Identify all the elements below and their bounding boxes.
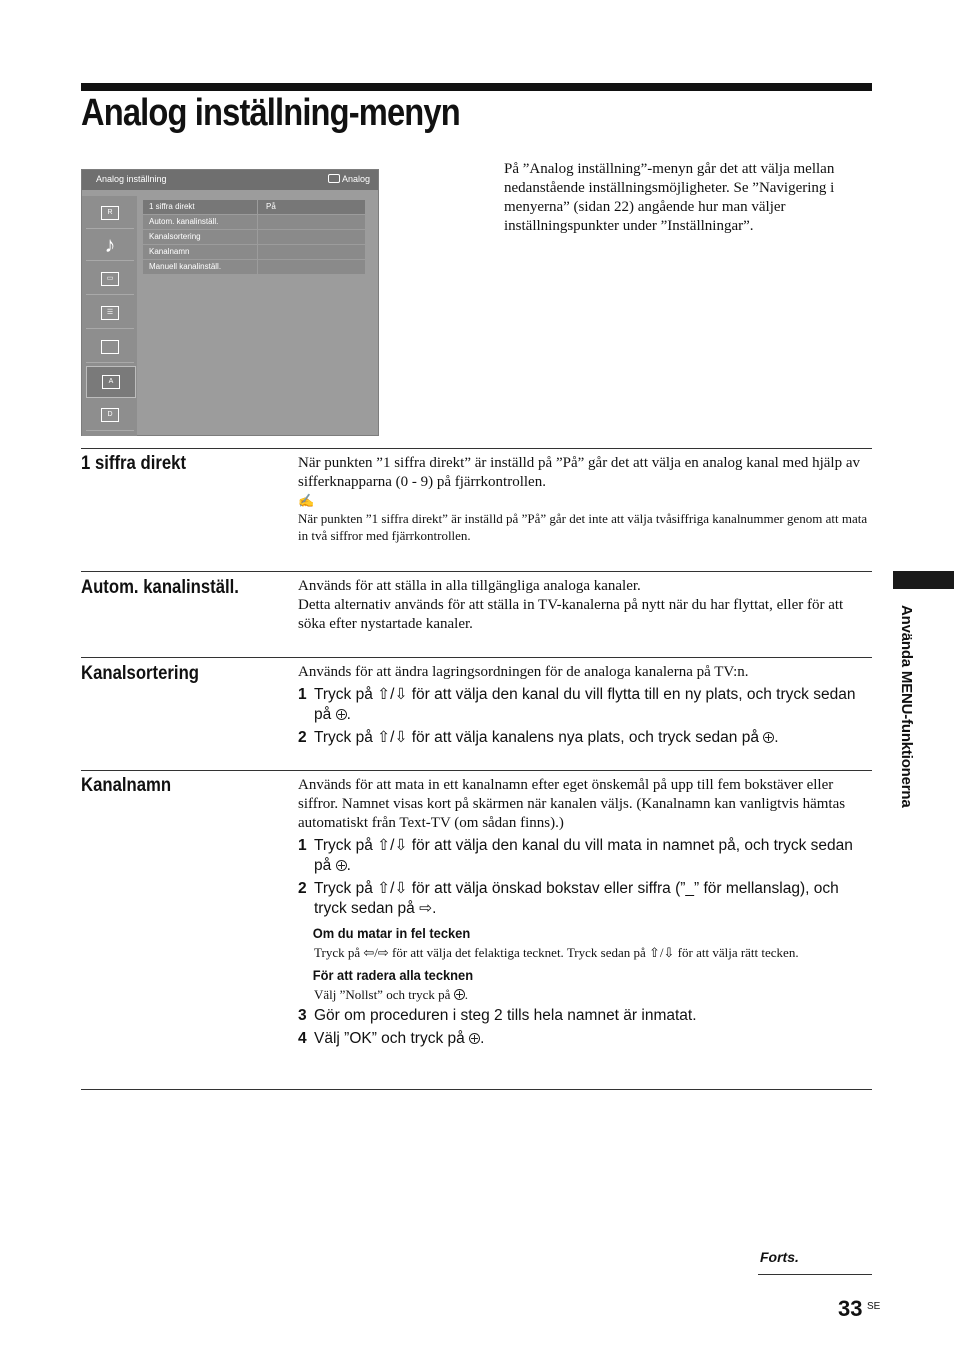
tv-input-indicator [328,174,370,184]
section-text: Detta alternativ används för att ställa in TV-kanalerna på nytt när du har flyttat, eller för att söka efter nystartade kanaler. [298,597,844,632]
step-item: 1 Tryck på ⇧/⇩ för att välja den kanal du vill flytta till en ny plats, och tryck sedan på . [298,686,856,723]
tv-menu-list [143,200,365,275]
section-title-kanalnamn: Kanalnamn [81,775,172,796]
section-body-autom-kanalinstall [298,577,872,634]
digital-setup-icon: D [86,400,134,431]
ok-button-icon [336,860,347,871]
section-title-1-siffra-direkt: 1 siffra direkt [81,453,187,474]
ok-button-icon [763,732,774,743]
subheading: Om du matar in fel tecken [312,925,471,941]
ok-button-icon [454,989,465,1000]
section-body-1-siffra-direkt [298,454,872,544]
tv-menu-screenshot [81,169,379,436]
section-title-autom-kanalinstall: Autom. kanalinställ. [81,577,239,598]
intro-text: På ”Analog inställning”-menyn går det att välja mellan nedanstående inställningsmöjligheter. Se ”Navigering i menyerna” (sidan 22) angående hur man väljer inställningspunkter under ”Inställningar”. [504,161,835,234]
note-pencil-icon: ✍ [298,493,315,508]
picture-icon: R [86,198,134,229]
tv-menu-row: Kanalnamn [143,245,365,259]
step-item: 3 Gör om proceduren i steg 2 tills hela namnet är inmatat. [298,1007,697,1024]
section-body-kanalnamn [298,776,872,1049]
tv-menu-sidebar [82,196,137,436]
continued-label: Forts. [760,1249,799,1265]
tv-menu-row: Autom. kanalinställ. [143,215,365,229]
section-text: När punkten ”1 siffra direkt” är inställd på ”På” går det att välja en analog kanal med hjälp av sifferknapparna (0 - 9) på fjärrkontrollen. [298,455,861,490]
step-item: 2 Tryck på ⇧/⇩ för att välja önskad bokstav eller siffra (”_” för mellanslag), och tryck sedan på ⇨. [298,880,839,917]
section-text: Används för att ändra lagringsordningen för de analoga kanalerna på TV:n. [298,664,749,680]
analog-setup-icon: A [86,366,136,398]
ok-button-icon [336,709,347,720]
chapter-tab [893,571,954,589]
tv-menu-row: 1 siffra direkt På [143,200,365,214]
step-item: 1 Tryck på ⇧/⇩ för att välja den kanal du vill mata in namnet på, och tryck sedan på . [298,837,853,874]
page-title: Analog inställning-menyn [81,92,460,134]
continued-rule [758,1274,872,1275]
subheading: För att radera alla tecknen [312,967,474,983]
section-divider [81,571,872,572]
title-rule [81,83,872,91]
sound-icon: ♪ [86,230,134,261]
section-note: När punkten ”1 siffra direkt” är inställd på ”På” går det inte att välja tvåsiffriga kanalnummer genom att mata in två siffror med fjärrkontrollen. [298,511,868,543]
chapter-label: Använda MENU-funktionerna [898,605,915,808]
step-item: 2 Tryck på ⇧/⇩ för att välja kanalens nya plats, och tryck sedan på . [298,729,779,746]
section-divider [81,1089,872,1090]
ok-button-icon [469,1033,480,1044]
section-divider [81,448,872,449]
section-body-kanalsortering [298,663,872,748]
section-text: Används för att mata in ett kanalnamn efter eget önskemål på upp till fem bokstäver eller siffror. Namnet visas kort på skärmen när kanalen väljs. (Kanalnamn kan vanligtvis hämtas automatiskt från Text-TV (om sådan finns).) [298,777,846,831]
screen-icon: ▭ [86,264,134,295]
tv-menu-row: Manuell kanalinställ. [143,260,365,274]
section-divider [81,657,872,658]
tv-input-label: Analog [341,174,370,184]
section-divider [81,770,872,771]
settings-icon: ☰ [86,298,134,329]
section-title-kanalsortering: Kanalsortering [81,663,200,684]
pc-icon [86,332,134,363]
tv-menu-title: Analog inställning [96,174,167,184]
page-language-code: SE [867,1301,881,1312]
step-item: 4 Välj ”OK” och tryck på . [298,1030,485,1047]
subheading-text: Välj ”Nollst” och tryck på . [314,987,468,1002]
page-number: 33 [838,1296,863,1321]
input-icon [328,174,340,183]
section-text: Används för att ställa in alla tillgängliga analoga kanaler. [298,578,641,594]
tv-menu-row: Kanalsortering [143,230,365,244]
tv-menu-header [82,170,378,190]
subheading-text: Tryck på ⇦/⇨ för att välja det felaktiga tecknet. Tryck sedan på ⇧/⇩ för att välja rätt tecken. [314,945,799,960]
